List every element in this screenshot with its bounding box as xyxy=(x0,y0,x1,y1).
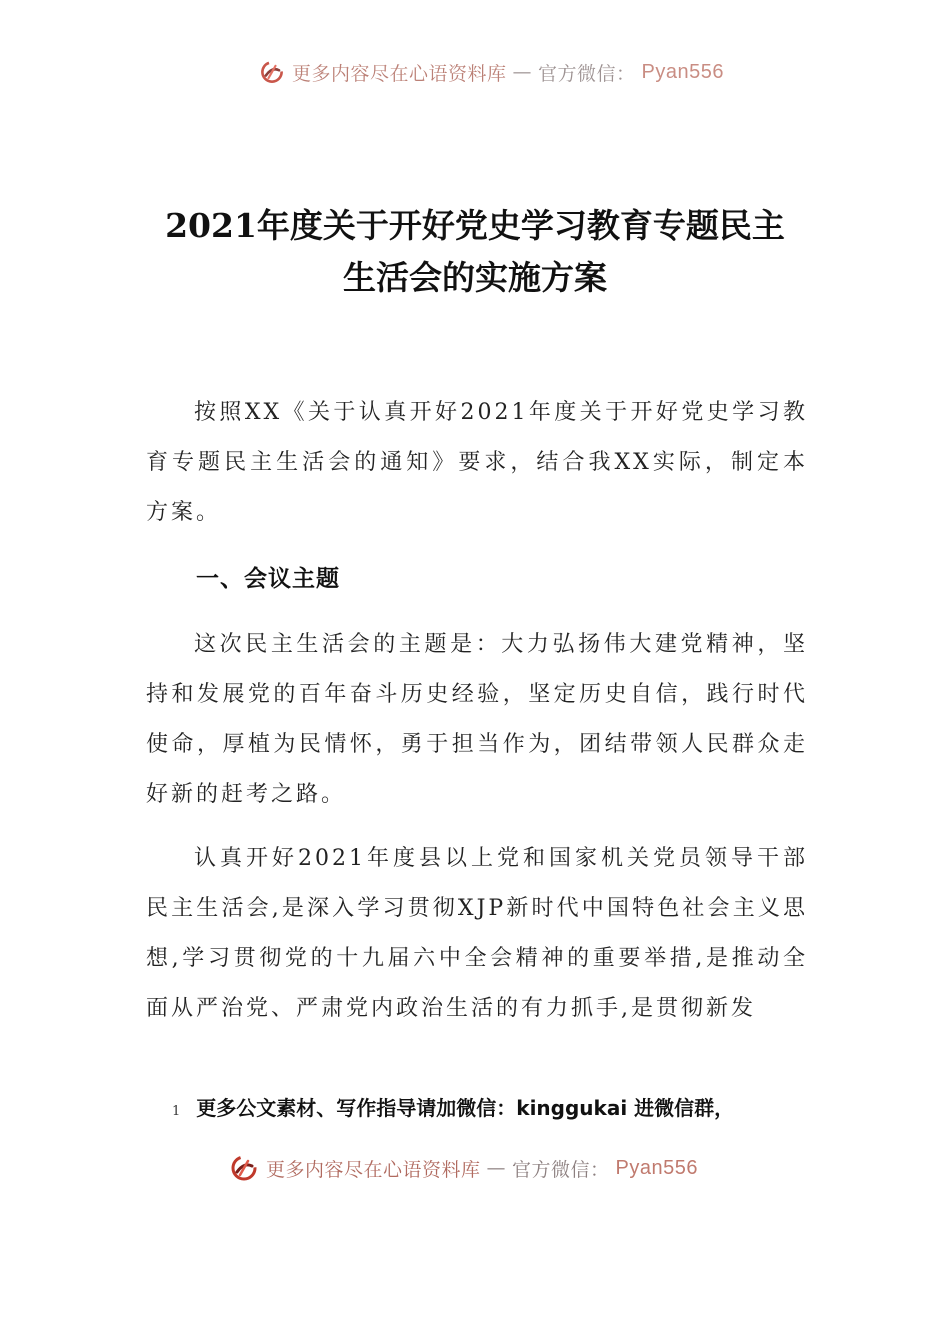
banner-official-label: 官方微信： xyxy=(538,62,636,85)
banner-wechat-id: Pyan556 xyxy=(641,60,724,83)
banner-slogan: 更多内容尽在心语资料库 xyxy=(266,1158,481,1181)
intro-paragraph: 按照XX《关于认真开好2021年度关于开好党史学习教育专题民主生活会的通知》要求，结合我XX实际，制定本方案。 xyxy=(146,400,808,525)
footnote xyxy=(172,1092,734,1121)
document-title xyxy=(0,200,950,304)
footer-banner xyxy=(228,1152,698,1184)
footnote-number: 1 xyxy=(172,1104,181,1119)
banner-separator: — xyxy=(512,61,533,83)
title-line-1: 2021年度关于开好党史学习教育专题民主 xyxy=(165,206,785,245)
swirl-logo-icon xyxy=(228,1152,260,1184)
banner-separator: — xyxy=(486,1157,507,1179)
banner-official-label: 官方微信： xyxy=(512,1158,610,1181)
banner-slogan: 更多内容尽在心语资料库 xyxy=(292,62,507,85)
title-line-2: 生活会的实施方案 xyxy=(343,258,607,297)
section-heading: 一、会议主题 xyxy=(196,566,340,592)
significance-paragraph: 认真开好2021年度县以上党和国家机关党员领导干部民主生活会,是深入学习贯彻XJP新时代中国特色社会主义思想,学习贯彻党的十九届六中全会精神的重要举措,是推动全面从严治党、严肃党内政治生活的有力抓手,是贯彻新发 xyxy=(146,846,808,1021)
swirl-logo-icon xyxy=(258,58,286,86)
header-banner xyxy=(258,58,724,86)
footnote-text: 更多公文素材、写作指导请加微信：kinggukai 进微信群， xyxy=(196,1096,735,1120)
theme-paragraph: 这次民主生活会的主题是：大力弘扬伟大建党精神，坚持和发展党的百年奋斗历史经验，坚定历史自信，践行时代使命，厚植为民情怀，勇于担当作为，团结带领人民群众走好新的赶考之路。 xyxy=(146,632,808,807)
banner-wechat-id: Pyan556 xyxy=(615,1156,698,1179)
